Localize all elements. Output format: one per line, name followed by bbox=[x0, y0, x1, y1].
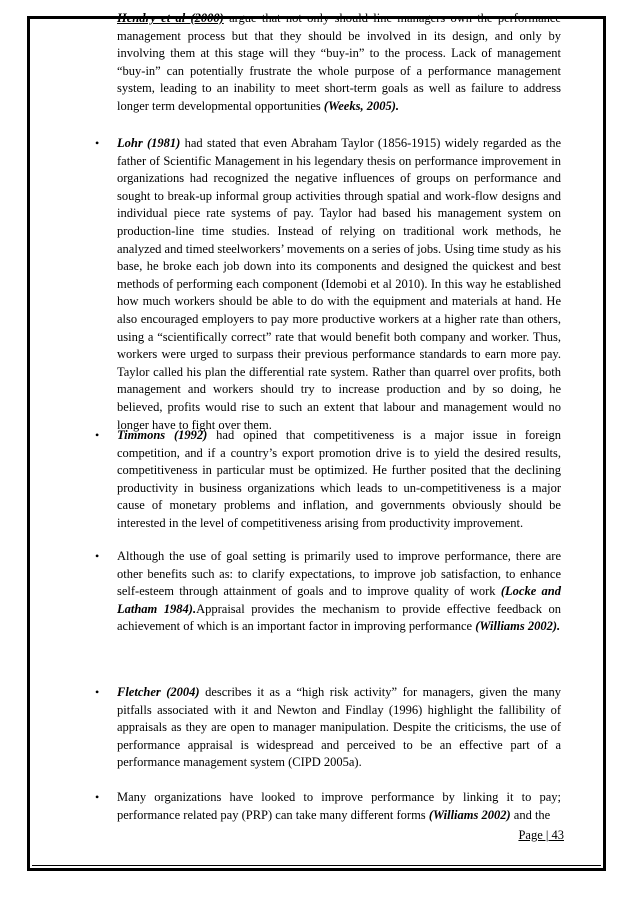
bullet-paragraph-fletcher bbox=[117, 684, 561, 772]
bullet-icon: • bbox=[95, 136, 100, 150]
bullet-lohr-author: Lohr (1981) bbox=[117, 136, 181, 150]
bullet-goal-citation1: (Locke and Latham 1984). bbox=[117, 584, 561, 616]
bullet-prp-citation: (Williams 2002) bbox=[428, 807, 511, 822]
bullet-icon: • bbox=[95, 790, 100, 804]
bullet-icon: • bbox=[95, 428, 100, 442]
bullet-fletcher-text: describes it as a “high risk activity” for managers, given the many pitfalls associated with it and Newton and Findlay (1996) highlight the fallibility of appraisals as they are open to manager manipulation. Despite the criticisms, the use of performance appraisal is widespread and perceived to be an effective part of a performance management system (CIPD 2005a). bbox=[117, 685, 561, 770]
bullet-timmons-author: Timmons (1992) bbox=[117, 428, 208, 442]
page-number: Page | 43 bbox=[518, 828, 564, 842]
intro-citation: (Weeks, 2005). bbox=[323, 98, 400, 113]
bullet-fletcher-author: Fletcher (2004) bbox=[117, 685, 200, 699]
bullet-timmons-text: had opined that competitiveness is a major issue in foreign competition, and if a country’s export promotion drive is to yield the desired results, competitiveness in particular must be optimized. He further posited that the declining productivity in business organizations which leads to un-competitiveness is a major cause of monetary problems and inflation, and governments obviously should be interested in the level of competitiveness arising from productivity improvement. bbox=[117, 428, 561, 530]
bullet-icon: • bbox=[95, 549, 100, 563]
intro-paragraph bbox=[117, 10, 561, 116]
bullet-goal-citation2: (Williams 2002). bbox=[475, 619, 561, 634]
intro-text: argue that not only should line managers own the performance management process but that they should be involved in its design, and only by involving them at this stage will they “buy-in” to the process. Lack of management “buy-in” can potentially frustrate the whole purpose of a performance management system, leading to an inability to meet short-term goals as well as failure to address longer term developmental opportunities bbox=[117, 11, 561, 113]
bullet-prp-text2: and the bbox=[510, 807, 551, 822]
bullet-goal-text2: Appraisal provides the mechanism to provide effective feedback on achievement of which is an important factor in improving performance bbox=[117, 601, 562, 634]
bullet-paragraph-timmons bbox=[117, 427, 561, 533]
bullet-paragraph-goal-setting bbox=[117, 548, 561, 636]
bullet-icon: • bbox=[95, 685, 100, 699]
bullet-paragraph-lohr bbox=[117, 135, 561, 434]
bullet-goal-text1: Although the use of goal setting is primarily used to improve performance, there are other benefits such as: to clarify expectations, to improve job satisfaction, to enhance self-esteem through attainment of goals and to improve quality of work bbox=[117, 549, 561, 599]
bullet-prp-text1: Many organizations have looked to improve performance by linking it to pay; performance related pay (PRP) can take many different forms bbox=[117, 790, 561, 822]
bullet-lohr-text: had stated that even Abraham Taylor (1856-1915) widely regarded as the father of Scientific Management in his legendary thesis on performance improvement in organizations had recognized the negative influences of groups on performance and sought to break-up informal group activities through spatial and work-flow designs and individual piece rate systems of pay. Taylor had based his management system on production-line time studies. Instead of relying on traditional work methods, he analyzed and timed steelworkers’ movements on a series of jobs. Using time study as his base, he broke each job down into its components and designed the quickest and best methods of performing each component (Idemobi et al 2010). In this way he established how much workers should be able to do with the equipment and materials at hand. He also encouraged employers to pay more productive workers at a higher rate than others, using a “scientifically correct” rate that would benefit both company and worker. Thus, workers were urged to surpass their previous performance standards to earn more pay. Taylor called his plan the differential rate system. Rather than quarrel over profits, both management and workers should try to increase production and by so doing, he believed, profits would rise to such an extent that labour and management would no longer have to fight over them. bbox=[117, 136, 562, 432]
bullet-paragraph-prp bbox=[117, 789, 561, 824]
intro-author: Hendry et al (2000) bbox=[117, 11, 224, 25]
